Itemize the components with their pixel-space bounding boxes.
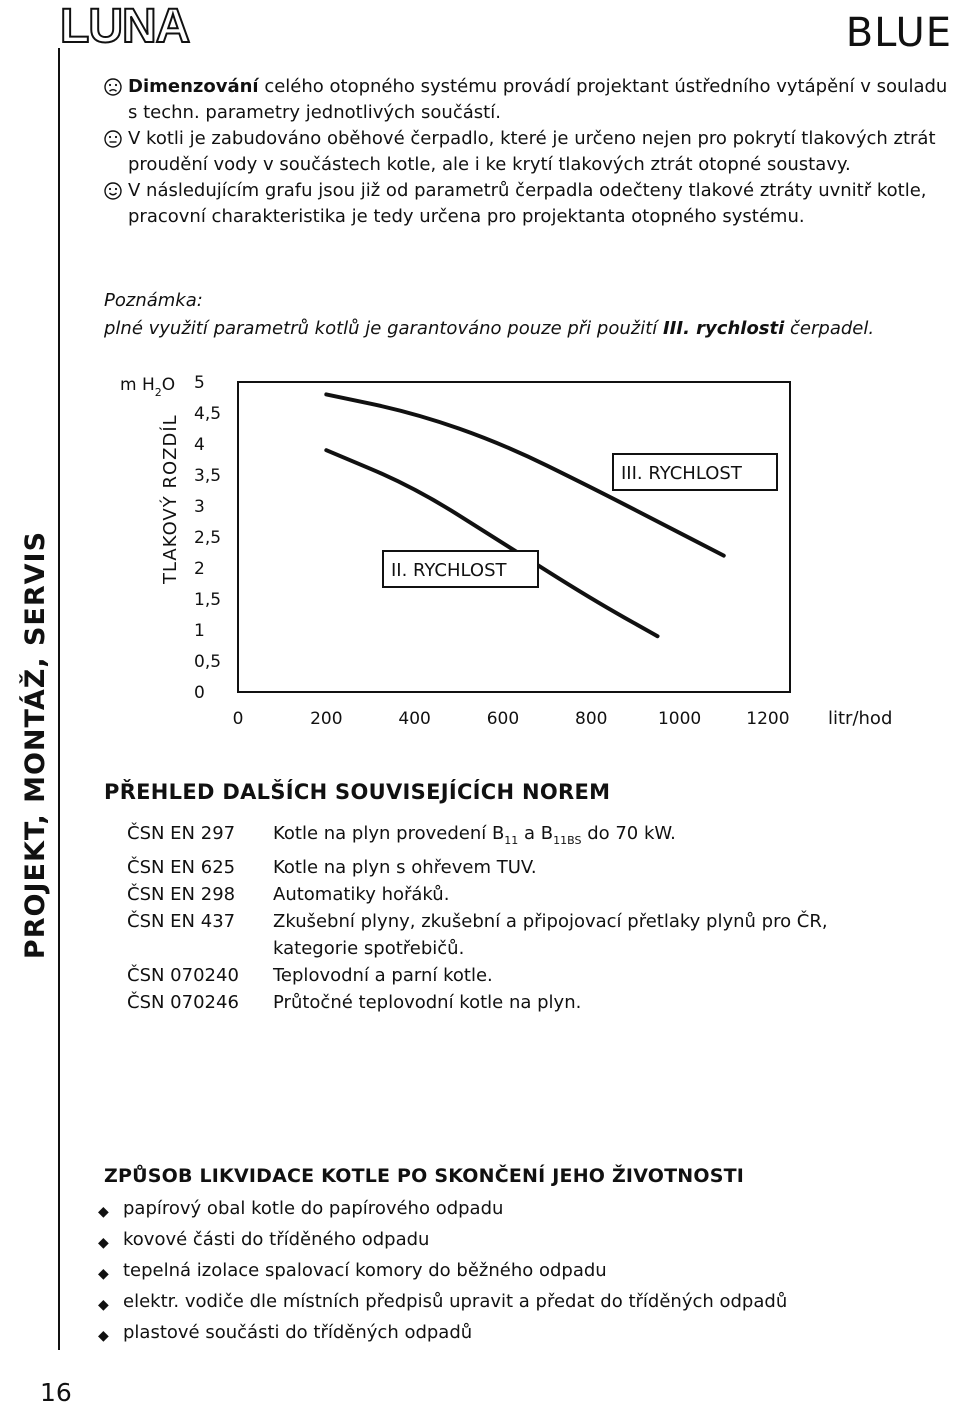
intro-text bbox=[104, 74, 954, 230]
standard-code: ČSN EN 298 bbox=[127, 884, 236, 905]
x-tick-label: 1200 bbox=[746, 709, 790, 729]
plot-area bbox=[238, 382, 790, 692]
standards-table bbox=[127, 820, 873, 1016]
y-unit-label bbox=[120, 375, 175, 399]
list-item bbox=[96, 1255, 787, 1286]
diamond-bullet-icon: ◆ bbox=[98, 1297, 109, 1313]
pump-characteristic-chart bbox=[100, 362, 920, 742]
list-item-text: kovové části do tříděného odpadu bbox=[123, 1229, 430, 1250]
list-item-text: plastové součásti do tříděných odpadů bbox=[123, 1322, 473, 1343]
table-row bbox=[127, 820, 873, 854]
y-tick-label: 4 bbox=[194, 435, 205, 455]
standard-desc bbox=[273, 820, 873, 854]
std-mid: a B bbox=[518, 823, 554, 844]
intro-item-dimensioning bbox=[104, 74, 954, 126]
page-number: 16 bbox=[40, 1378, 72, 1407]
std-post: do 70 kW. bbox=[581, 823, 676, 844]
standard-code: ČSN EN 297 bbox=[127, 823, 236, 844]
y-axis-label: TLAKOVÝ ROZDÍL bbox=[160, 414, 181, 584]
y-tick-label: 1,5 bbox=[194, 590, 222, 610]
std-sub1: 11 bbox=[504, 834, 519, 847]
intro-text-1: V kotli je zabudováno oběhové čerpadlo, které je určeno nejen pro pokrytí tlakových ztrát proudění vody v součástech kotle, ale i ke krytí tlakových ztrát otopné soustavy. bbox=[128, 128, 936, 175]
list-item-text: papírový obal kotle do papírového odpadu bbox=[123, 1198, 504, 1219]
standards-title: PŘEHLED DALŠÍCH SOUVISEJÍCÍCH NOREM bbox=[104, 780, 611, 804]
neutral-face-icon bbox=[104, 130, 122, 148]
note-body bbox=[104, 315, 874, 343]
x-tick-label: 400 bbox=[398, 709, 431, 729]
note-bold: III. rychlosti bbox=[662, 318, 785, 339]
std-sub2: 11BS bbox=[553, 834, 582, 847]
list-item-text: elektr. vodiče dle místních předpisů upravit a předat do tříděných odpadů bbox=[123, 1291, 788, 1312]
list-item-text: tepelná izolace spalovací komory do běžného odpadu bbox=[123, 1260, 607, 1281]
list-item bbox=[96, 1193, 787, 1224]
intro-item-pump bbox=[104, 126, 954, 178]
intro-item-graph bbox=[104, 178, 954, 230]
standard-desc: Průtočné teplovodní kotle na plyn. bbox=[273, 992, 582, 1013]
series-label: III. RYCHLOST bbox=[621, 463, 742, 484]
x-tick-label: 200 bbox=[310, 709, 343, 729]
note-pre: plné využití parametrů kotlů je garantováno pouze při použití bbox=[104, 318, 663, 339]
disposal-title: ZPŮSOB LIKVIDACE KOTLE PO SKONČENÍ JEHO ŽIVOTNOSTI bbox=[104, 1165, 745, 1187]
intro-text-2: V následujícím grafu jsou již od parametrů čerpadla odečteny tlakové ztráty uvnitř kotle, pracovní charakteristika je tedy určena pro projektanta otopného systému. bbox=[128, 180, 927, 227]
note-title: Poznámka: bbox=[104, 290, 203, 311]
standard-code: ČSN 070246 bbox=[127, 992, 239, 1013]
standard-desc: Automatiky hořáků. bbox=[273, 884, 450, 905]
list-item bbox=[96, 1286, 787, 1317]
side-divider bbox=[58, 48, 60, 1350]
logo-text: LUNA bbox=[60, 2, 190, 48]
sad-face-icon bbox=[104, 78, 122, 96]
table-row bbox=[127, 854, 873, 881]
series-label: II. RYCHLOST bbox=[391, 560, 507, 581]
x-tick-label: 600 bbox=[486, 709, 520, 729]
list-item bbox=[96, 1317, 787, 1348]
x-tick-label: 800 bbox=[575, 709, 608, 729]
note bbox=[104, 287, 874, 343]
section-label: PROJEKT, MONTÁŽ, SERVIS bbox=[20, 530, 51, 960]
x-tick-label: 0 bbox=[232, 709, 244, 729]
y-tick-label: 5 bbox=[194, 373, 205, 393]
table-row bbox=[127, 962, 873, 989]
y-tick-label: 0 bbox=[194, 683, 205, 703]
x-tick-labels bbox=[233, 709, 790, 729]
y-unit-post: O bbox=[161, 375, 176, 395]
y-tick-label: 3 bbox=[194, 497, 205, 517]
table-row bbox=[127, 881, 873, 908]
brand-name: BLUE bbox=[845, 10, 952, 56]
std-pre: Kotle na plyn provedení B bbox=[273, 823, 505, 844]
table-row bbox=[127, 908, 873, 962]
happy-face-icon bbox=[104, 182, 122, 200]
x-tick-label: 1000 bbox=[657, 709, 702, 729]
diamond-bullet-icon: ◆ bbox=[98, 1328, 109, 1344]
luna-logo bbox=[58, 2, 218, 48]
diamond-bullet-icon: ◆ bbox=[98, 1235, 109, 1251]
list-item bbox=[96, 1224, 787, 1255]
standard-code: ČSN EN 625 bbox=[127, 857, 236, 878]
standard-desc: Kotle na plyn s ohřevem TUV. bbox=[273, 857, 537, 878]
standard-desc: Teplovodní a parní kotle. bbox=[273, 965, 493, 986]
y-tick-label: 1 bbox=[194, 621, 205, 641]
diamond-bullet-icon: ◆ bbox=[98, 1204, 109, 1220]
note-post: čerpadel. bbox=[784, 318, 875, 339]
y-tick-label: 2,5 bbox=[194, 528, 222, 548]
y-unit-sub: 2 bbox=[154, 386, 162, 399]
disposal-list bbox=[96, 1193, 787, 1348]
y-tick-label: 2 bbox=[194, 559, 205, 579]
diamond-bullet-icon: ◆ bbox=[98, 1266, 109, 1282]
intro-text-0: celého otopného systému provádí projektant ústředního vytápění v souladu s techn. parametry jednotlivých součástí. bbox=[128, 76, 948, 123]
y-tick-label: 0,5 bbox=[194, 652, 222, 672]
standard-code: ČSN EN 437 bbox=[127, 911, 236, 932]
y-unit-pre: m H bbox=[120, 375, 155, 395]
intro-bold: Dimenzování bbox=[128, 76, 259, 97]
y-tick-labels bbox=[194, 373, 221, 703]
y-tick-label: 3,5 bbox=[194, 466, 222, 486]
table-row bbox=[127, 989, 873, 1016]
y-tick-label: 4,5 bbox=[194, 404, 222, 424]
standard-desc: Zkušební plyny, zkušební a připojovací přetlaky plynů pro ČR, kategorie spotřebičů. bbox=[273, 911, 828, 959]
standard-code: ČSN 070240 bbox=[127, 965, 239, 986]
x-axis-label: litr/hod bbox=[828, 708, 893, 729]
